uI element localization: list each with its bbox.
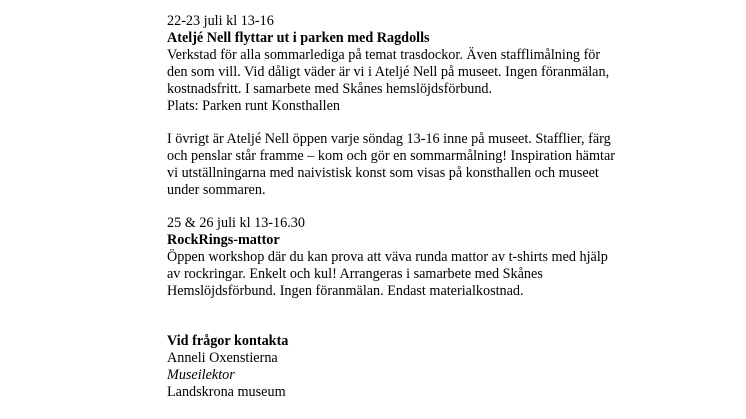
contact-heading: Vid frågor kontakta — [167, 333, 289, 349]
event-title: Ateljé Nell flyttar ut i parken med Ragdolls — [167, 30, 430, 46]
info-line: I övrigt är Ateljé Nell öppen varje söndag 13-16 inne på museet. Stafflier, färg — [167, 131, 611, 147]
event-body-line: Hemslöjdsförbund. Ingen föranmälan. Endast materialkostnad. — [167, 283, 524, 299]
event-place: Plats: Parken runt Konsthallen — [167, 98, 340, 114]
event-body-line: den som vill. Vid dåligt väder är vi i Ateljé Nell på museet. Ingen föranmälan, — [167, 64, 610, 80]
event-body-line: av rockringar. Enkelt och kul! Arrangeras i samarbete med Skånes — [167, 266, 543, 282]
paragraph-spacer — [167, 115, 727, 131]
event-ragdolls — [167, 13, 727, 115]
event-date: 22-23 juli kl 13-16 — [167, 13, 274, 29]
contact-name: Anneli Oxenstierna — [167, 350, 278, 366]
info-line: vi utställningarna med naivistisk konst som visas på konsthallen och museet — [167, 165, 599, 181]
paragraph-spacer — [167, 199, 727, 215]
contact-org: Landskrona museum — [167, 384, 286, 400]
event-body-line: Verkstad för alla sommarlediga på temat trasdockor. Även stafflimålning för — [167, 47, 601, 63]
info-paragraph — [167, 131, 727, 199]
event-title: RockRings-mattor — [167, 232, 280, 248]
event-rockrings — [167, 215, 727, 300]
event-body-line: Öppen workshop där du kan prova att väva runda mattor av t-shirts med hjälp — [167, 249, 608, 265]
event-date: 25 & 26 juli kl 13-16.30 — [167, 215, 305, 231]
info-line: under sommaren. — [167, 182, 266, 198]
info-line: och penslar står framme – kom och gör en sommarmålning! Inspiration hämtar — [167, 148, 615, 164]
contact-block — [167, 333, 727, 401]
paragraph-spacer — [167, 300, 727, 333]
contact-role: Museilektor — [167, 367, 235, 383]
event-body-line: kostnadsfritt. I samarbete med Skånes hemslöjdsförbund. — [167, 81, 493, 97]
document-page — [167, 13, 727, 401]
